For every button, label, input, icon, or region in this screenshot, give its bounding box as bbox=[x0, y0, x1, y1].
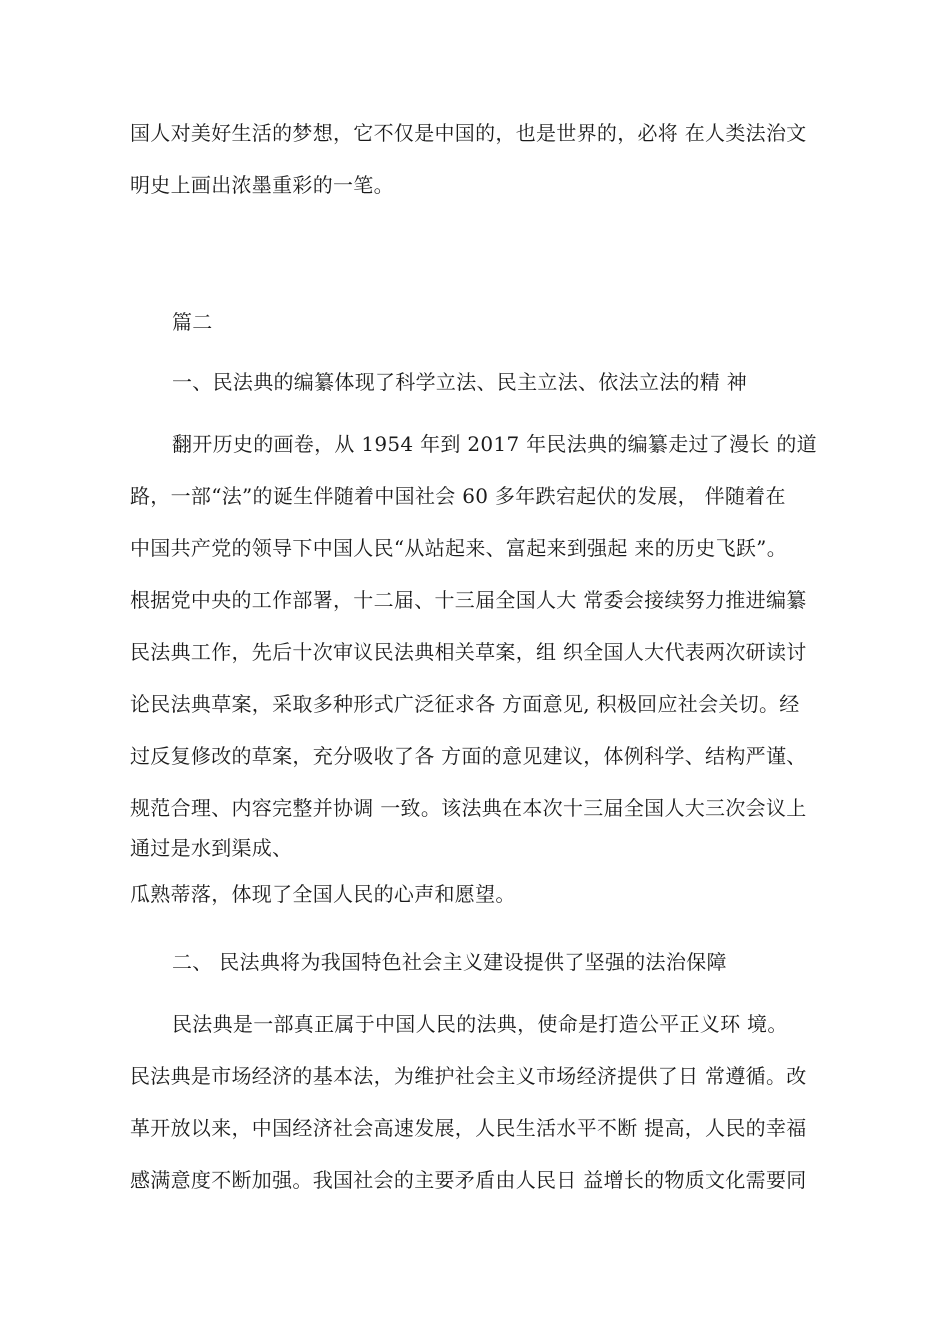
text-line: 明史上画出浓墨重彩的一笔。 bbox=[130, 173, 394, 197]
paragraph-line: 革开放以来，中国经济社会高速发展，人民生活水平不断 提高，人民的幸福 bbox=[130, 1116, 807, 1140]
paragraph-line: 路，一部“法”的诞生伴随着中国社会 60 多年跌宕起伏的发展， 伴随着在 bbox=[130, 484, 786, 508]
heading-line: 二、 民法典将为我国特色社会主义建设提供了坚强的法治保障 bbox=[172, 950, 727, 974]
section-heading: 篇二 bbox=[172, 310, 213, 334]
paragraph-line: 民法典是一部真正属于中国人民的法典，使命是打造公平正义环 境。 bbox=[172, 1012, 788, 1036]
text-line: 国人对美好生活的梦想，它不仅是中国的，也是世界的，必将 在人类法治文 bbox=[130, 121, 807, 145]
paragraph-line: 感满意度不断加强。我国社会的主要矛盾由人民日 益增长的物质文化需要同 bbox=[130, 1168, 807, 1192]
paragraph-line: 翻开历史的画卷，从 1954 年到 2017 年民法典的编纂走过了漫长 的道 bbox=[172, 432, 817, 456]
paragraph-line: 根据党中央的工作部署，十二届、十三届全国人大 常委会接续努力推进编纂 bbox=[130, 588, 807, 612]
paragraph-line: 规范合理、内容完整并协调 一致。该法典在本次十三届全国人大三次会议上 bbox=[130, 796, 807, 820]
paragraph-line: 中国共产党的领导下中国人民“从站起来、富起来到强起 来的历史飞跃”。 bbox=[130, 536, 788, 560]
paragraph-line: 过反复修改的草案，充分吸收了各 方面的意见建议，体例科学、结构严谨、 bbox=[130, 744, 807, 768]
paragraph-line: 通过是水到渠成、 bbox=[130, 836, 293, 860]
paragraph-line: 论民法典草案，采取多种形式广泛征求各 方面意见, 积极回应社会关切。经 bbox=[130, 692, 800, 716]
heading-line: 一、民法典的编纂体现了科学立法、民主立法、依法立法的精 神 bbox=[172, 370, 748, 394]
paragraph-line: 瓜熟蒂落，体现了全国人民的心声和愿望。 bbox=[130, 882, 516, 906]
paragraph-line: 民法典工作，先后十次审议民法典相关草案，组 织全国人大代表两次研读讨 bbox=[130, 640, 807, 664]
paragraph-line: 民法典是市场经济的基本法，为维护社会主义市场经济提供了日 常遵循。改 bbox=[130, 1064, 807, 1088]
